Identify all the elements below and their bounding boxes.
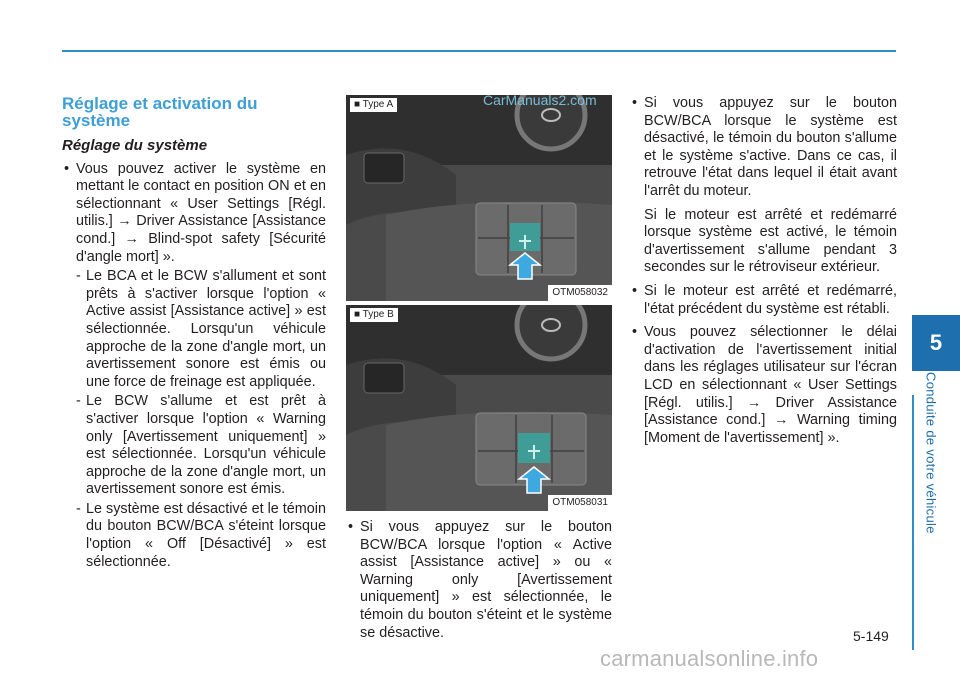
bullet-activate-system: • Vous pouvez activer le système en mettant le contact en position ON et en sélectionnant « User Settings [Régl. utilis.] → Driver Assistance [Assistance cond.] → Blind-spot safety [Sécurité d'angle mort] ».: [62, 161, 326, 267]
chapter-side-rule: [912, 395, 914, 650]
header-rule: [62, 50, 896, 52]
bullet-button-activate-continued: Si le moteur est arrêté et redémarré lorsque système est activé, le témoin d'avertissement s'allume pendant 3 secondes sur le rétroviseur extérieur.: [644, 206, 897, 276]
figure-code: OTM058031: [548, 495, 612, 511]
figure-type-label: ■ Type B: [350, 308, 398, 322]
bullet-button-deactivate: • Si vous appuyez sur le bouton BCW/BCA lorsque l'option « Active assist [Assistance active] » ou « Warning only [Avertissement uniquement] » est sélectionnée, le témoin du bouton s'éteint et le système se désactive.: [346, 519, 612, 642]
dashboard-illustration-type-a: [346, 95, 612, 301]
dash-active-assist: - Le BCA et le BCW s'allument et sont prêts à s'activer lorsque l'option « Active assist [Assistance active] » est sélectionnée. Lorsqu'un véhicule approche de la zone d'angle mort, un avertissement sonore est émis ou une force de freinage est appliquée.: [62, 268, 326, 391]
figure-code: OTM058032: [548, 285, 612, 301]
section-title: Réglage et activation du système: [62, 94, 258, 130]
page-number: 5-149: [853, 628, 889, 644]
watermark-top: CarManuals2.com: [483, 92, 597, 108]
dashboard-illustration-type-b: [346, 305, 612, 511]
figure-type-label: ■ Type A: [350, 98, 397, 112]
watermark-bottom: carmanualsonline.info: [600, 646, 819, 671]
chapter-number-tab: 5: [912, 315, 960, 371]
column-right: [630, 95, 897, 449]
bullet-button-activate: • Si vous appuyez sur le bouton BCW/BCA lorsque le système est désactivé, le témoin du bouton s'allume et le système s'active. Dans ce cas, il retrouve l'état dans lequel il était avant l'arrêt du moteur.: [630, 95, 897, 201]
column-left: [62, 95, 326, 573]
dash-warning-only: - Le BCW s'allume et est prêt à s'activer lorsque l'option « Warning only [Avertissement uniquement] » est sélectionnée. Lorsqu'un véhicule approche de la zone d'angle mort, un avertissement sonore est émis.: [62, 393, 326, 499]
bullet-restart: • Si le moteur est arrêté et redémarré, l'état précédent du système est rétabli.: [630, 283, 897, 318]
bullet-warning-timing: • Vous pouvez sélectionner le délai d'activation de l'avertissement initial dans les réglages utilisateur sur l'écran LCD en sélectionnant « User Settings [Régl. utilis.] → Driver Assistance [Assistance cond.] → Warning timing [Moment de l'avertissement] ».: [630, 324, 897, 447]
figure-type-b: [346, 305, 612, 511]
dash-off: - Le système est désactivé et le témoin du bouton BCW/BCA s'éteint lorsque l'option « Off [Désactivé] » est sélectionnée.: [62, 501, 326, 571]
chapter-title: Conduite de votre véhicule: [923, 372, 939, 534]
column-middle: [346, 95, 612, 644]
subsection-title: Réglage du système: [62, 137, 208, 154]
figure-type-a: [346, 95, 612, 301]
